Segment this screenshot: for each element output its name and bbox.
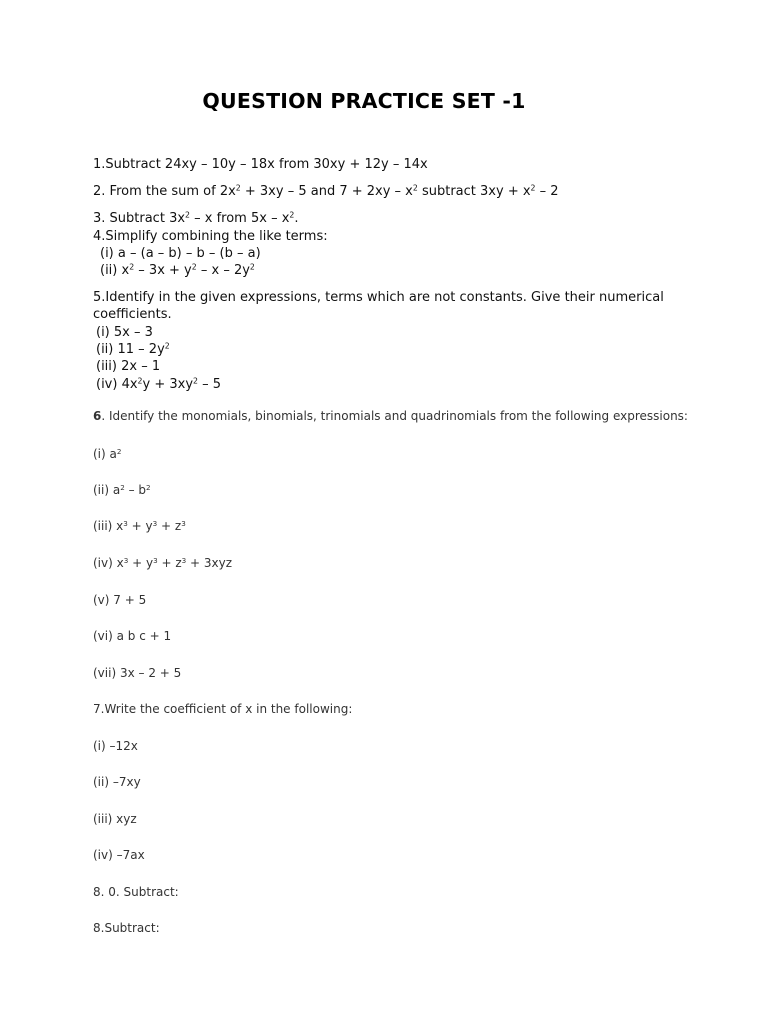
question-3-text: – x from 5x – x [190, 211, 290, 226]
item-text: (i) a [93, 447, 117, 461]
exponent: 3 [153, 556, 158, 566]
item-text: y + 3xy [142, 377, 194, 392]
item-text: (iv) x [93, 556, 124, 570]
exponent: 2 [249, 262, 255, 272]
exponent: 3 [152, 519, 158, 529]
item-text: + y [128, 556, 154, 570]
exponent: 3 [123, 519, 128, 529]
question-4-item-i: (i) a – (a – b) – b – (b – a) [100, 246, 261, 261]
question-2-text: subtract 3xy + x [417, 184, 531, 199]
exponent: 2 [289, 210, 295, 220]
exponent: 2 [412, 183, 418, 193]
item-text: (ii) 11 – 2y [96, 342, 165, 357]
question-6-number: 6 [93, 409, 102, 423]
question-6-text: . Identify the monomials, binomials, trinomials and quadrinomials from the following expressions: [101, 409, 688, 423]
question-7-item-iii: (iii) xyz [93, 812, 137, 826]
exponent: 2 [129, 262, 135, 272]
question-8: 8.Subtract: [93, 921, 160, 935]
question-5-item-ii [96, 341, 170, 358]
question-6-item-vii: (vii) 3x – 2 + 5 [93, 666, 182, 680]
question-2 [93, 183, 559, 200]
question-3-text: 3. Subtract 3x [93, 211, 186, 226]
exponent: 3 [181, 556, 187, 566]
item-text: + z [157, 519, 182, 533]
question-5-line-1: 5.Identify in the given expressions, terms which are not constants. Give their numerical [93, 290, 664, 305]
exponent: 2 [191, 262, 197, 272]
question-7-item-iv: (iv) –7ax [93, 848, 145, 862]
exponent: 2 [116, 447, 122, 457]
exponent: 3 [123, 556, 129, 566]
item-text: (ii) x [100, 263, 130, 278]
item-text: – x – 2y [196, 263, 250, 278]
question-5-line-2: coefficients. [93, 307, 172, 322]
item-text: (iv) 4x [96, 377, 138, 392]
exponent: 2 [185, 210, 190, 220]
item-text: – 5 [198, 377, 222, 392]
question-5-item-iii: (iii) 2x – 1 [96, 359, 161, 374]
question-6-item-iii [93, 518, 186, 535]
item-text: – 3x + y [134, 263, 192, 278]
question-1: 1.Subtract 24xy – 10y – 18x from 30xy + 12y – 14x [93, 157, 428, 172]
question-7-heading: 7.Write the coefficient of x in the following: [93, 702, 353, 716]
exponent: 2 [164, 341, 170, 351]
item-text: + y [127, 519, 153, 533]
exponent: 2 [235, 183, 241, 193]
question-3-text: . [294, 211, 299, 226]
item-text: (iii) x [93, 519, 124, 533]
question-6-item-iv [93, 555, 232, 572]
question-4-heading: 4.Simplify combining the like terms: [93, 229, 328, 244]
question-6-heading [93, 408, 688, 425]
exponent: 2 [530, 183, 536, 193]
question-8-zero: 8. 0. Subtract: [93, 885, 179, 899]
question-2-text: + 3xy – 5 and 7 + 2xy – x [240, 184, 413, 199]
page-title: QUESTION PRACTICE SET -1 [202, 89, 526, 113]
question-2-text: – 2 [535, 184, 559, 199]
question-6-item-vi: (vi) a b c + 1 [93, 629, 172, 643]
question-6-item-i [93, 446, 121, 463]
exponent: 2 [193, 376, 198, 386]
exponent: 2 [146, 483, 151, 493]
exponent: 3 [181, 519, 186, 529]
exponent: 2 [137, 376, 143, 386]
item-text: – b [124, 483, 147, 497]
question-2-text: 2. From the sum of 2x [93, 184, 236, 199]
item-text: + 3xyz [186, 556, 233, 570]
question-4-item-ii [100, 262, 255, 279]
question-5-item-iv [96, 376, 221, 393]
item-text: (ii) a [93, 483, 121, 497]
question-6-item-ii [93, 482, 151, 499]
item-text: + z [157, 556, 182, 570]
question-6-item-v: (v) 7 + 5 [93, 593, 147, 607]
exponent: 2 [120, 483, 125, 493]
question-7-item-ii: (ii) –7xy [93, 775, 141, 789]
question-3 [93, 210, 299, 227]
question-5-item-i: (i) 5x – 3 [96, 325, 153, 340]
question-7-item-i: (i) –12x [93, 739, 138, 753]
